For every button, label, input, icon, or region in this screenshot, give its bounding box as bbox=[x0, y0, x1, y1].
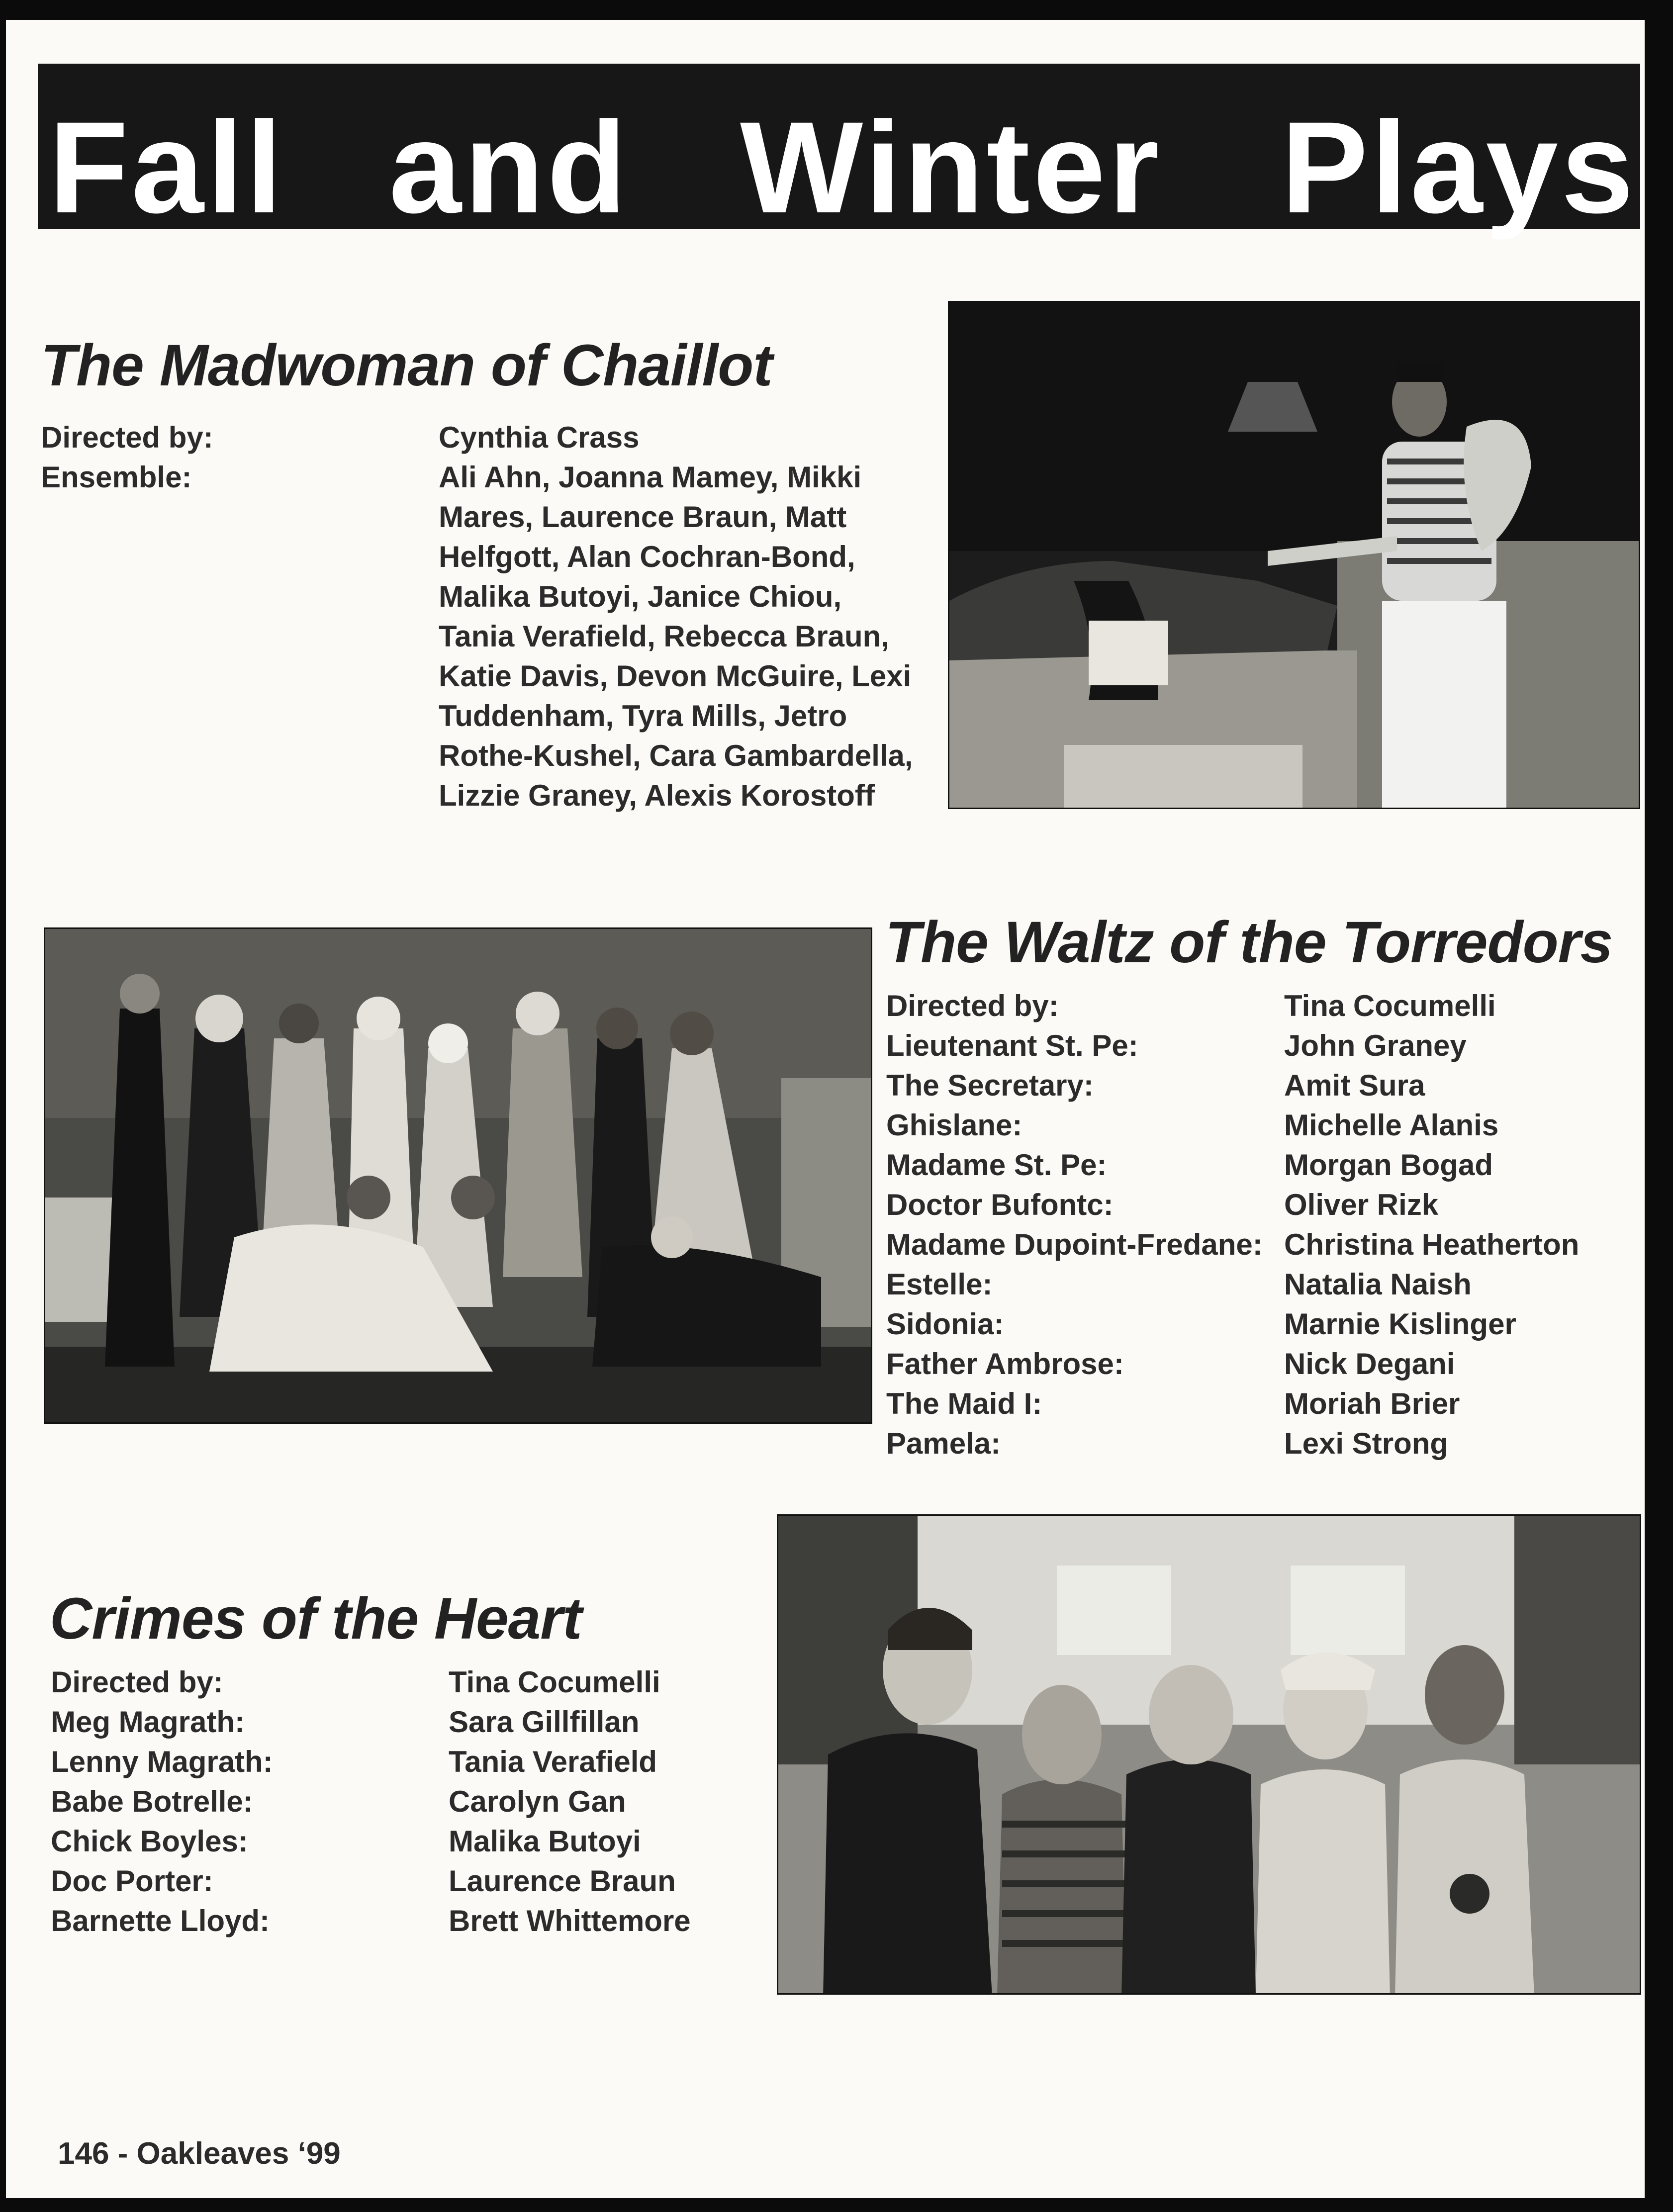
credit-role: Madame Dupoint-Fredane: bbox=[886, 1228, 1263, 1261]
ensemble-line: Rothe-Kushel, Cara Gambardella, bbox=[439, 739, 913, 772]
credit-name: Oliver Rizk bbox=[1284, 1188, 1439, 1221]
credit-row bbox=[51, 1702, 772, 1742]
credit-role: Chick Boyles: bbox=[51, 1825, 248, 1858]
credits-waltz bbox=[886, 986, 1632, 1464]
credit-name: Christina Heatherton bbox=[1284, 1228, 1580, 1261]
ensemble-line: Ali Ahn, Joanna Mamey, Mikki bbox=[439, 461, 862, 494]
ensemble-line: Katie Davis, Devon McGuire, Lexi bbox=[439, 659, 912, 693]
credit-role: Directed by: bbox=[886, 989, 1059, 1022]
credit-row bbox=[51, 1662, 772, 1702]
photo-madwoman-image bbox=[949, 302, 1640, 809]
credit-name: Sara Gillfillan bbox=[449, 1705, 640, 1739]
ensemble-line: Malika Butoyi, Janice Chiou, bbox=[439, 580, 842, 613]
play-title-waltz: The Waltz of the Torredors bbox=[885, 910, 1613, 975]
page-folio: 146 - Oakleaves ‘99 bbox=[58, 2136, 341, 2171]
credit-role: Ensemble: bbox=[41, 461, 192, 494]
photo-waltz-image bbox=[45, 929, 872, 1424]
credit-row bbox=[51, 1742, 772, 1782]
photo-waltz-cast bbox=[44, 927, 872, 1424]
credit-name: Laurence Braun bbox=[449, 1864, 676, 1898]
credit-name: Brett Whittemore bbox=[449, 1904, 691, 1937]
yearbook-page bbox=[6, 20, 1645, 2198]
credit-row bbox=[886, 1026, 1632, 1066]
credit-row bbox=[886, 1066, 1632, 1106]
credit-name: Natalia Naish bbox=[1284, 1268, 1472, 1301]
ensemble-line: Mares, Laurence Braun, Matt bbox=[439, 500, 847, 534]
credit-name: Lexi Strong bbox=[1284, 1427, 1449, 1460]
credit-row bbox=[886, 986, 1632, 1026]
credit-name: John Graney bbox=[1284, 1029, 1467, 1062]
photo-crimes-image bbox=[778, 1516, 1641, 1995]
photo-madwoman-scene bbox=[948, 301, 1640, 809]
credit-name: Cynthia Crass bbox=[439, 421, 640, 454]
credit-row bbox=[886, 1106, 1632, 1145]
credit-role: Meg Magrath: bbox=[51, 1705, 245, 1739]
credit-role: Father Ambrose: bbox=[886, 1347, 1124, 1381]
credit-name: Tina Cocumelli bbox=[1284, 989, 1496, 1022]
credit-name: Amit Sura bbox=[1284, 1069, 1425, 1102]
credit-name: Moriah Brier bbox=[1284, 1387, 1460, 1420]
credit-row bbox=[886, 1304, 1632, 1344]
credit-name: Carolyn Gan bbox=[449, 1785, 626, 1818]
ensemble-list bbox=[439, 458, 913, 816]
credit-row bbox=[51, 1861, 772, 1901]
title-word-fall: Fall bbox=[49, 94, 285, 240]
credit-row bbox=[886, 1265, 1632, 1304]
credit-row bbox=[51, 1782, 772, 1822]
credit-role: Estelle: bbox=[886, 1268, 993, 1301]
credit-row bbox=[51, 1822, 772, 1861]
ensemble-line: Tuddenham, Tyra Mills, Jetro bbox=[439, 699, 847, 733]
ensemble-line: Lizzie Graney, Alexis Korostoff bbox=[439, 779, 875, 812]
credit-role: Directed by: bbox=[51, 1665, 223, 1699]
photo-crimes-cast bbox=[777, 1514, 1641, 1995]
credit-role: Directed by: bbox=[41, 421, 213, 454]
credit-role: Madame St. Pe: bbox=[886, 1148, 1107, 1182]
credit-role: Pamela: bbox=[886, 1427, 1001, 1460]
credit-row bbox=[886, 1384, 1632, 1424]
credit-role: The Secretary: bbox=[886, 1069, 1094, 1102]
credit-role: Ghislane: bbox=[886, 1108, 1022, 1142]
ensemble-line: Tania Verafield, Rebecca Braun, bbox=[439, 620, 889, 653]
credit-role: Lieutenant St. Pe: bbox=[886, 1029, 1138, 1062]
credit-row bbox=[886, 1225, 1632, 1265]
credit-role: Barnette Lloyd: bbox=[51, 1904, 270, 1937]
play-title-crimes: Crimes of the Heart bbox=[50, 1586, 582, 1652]
play-title-madwoman: The Madwoman of Chaillot bbox=[41, 333, 772, 398]
credit-name: Marnie Kislinger bbox=[1284, 1307, 1516, 1341]
credit-role: Doctor Bufontc: bbox=[886, 1188, 1114, 1221]
credit-name: Michelle Alanis bbox=[1284, 1108, 1499, 1142]
credit-row bbox=[886, 1344, 1632, 1384]
credit-role: Babe Botrelle: bbox=[51, 1785, 253, 1818]
title-word-plays: Plays bbox=[1281, 94, 1637, 240]
credit-name: Tina Cocumelli bbox=[449, 1665, 660, 1699]
credit-name: Nick Degani bbox=[1284, 1347, 1455, 1381]
credit-role: The Maid I: bbox=[886, 1387, 1042, 1420]
credit-row bbox=[886, 1145, 1632, 1185]
credit-row bbox=[886, 1424, 1632, 1464]
title-word-and: and bbox=[389, 94, 630, 240]
credit-name: Morgan Bogad bbox=[1284, 1148, 1493, 1182]
credits-crimes bbox=[51, 1662, 772, 1941]
credit-row bbox=[41, 418, 946, 458]
credit-role: Lenny Magrath: bbox=[51, 1745, 273, 1778]
page-title-banner bbox=[38, 64, 1640, 240]
credit-role: Sidonia: bbox=[886, 1307, 1004, 1341]
credit-name: Malika Butoyi bbox=[449, 1825, 641, 1858]
title-word-winter: Winter bbox=[740, 94, 1162, 240]
ensemble-line: Helfgott, Alan Cochran-Bond, bbox=[439, 540, 855, 573]
credit-row bbox=[51, 1901, 772, 1941]
credit-row bbox=[886, 1185, 1632, 1225]
credit-name: Tania Verafield bbox=[449, 1745, 657, 1778]
credit-role: Doc Porter: bbox=[51, 1864, 213, 1898]
